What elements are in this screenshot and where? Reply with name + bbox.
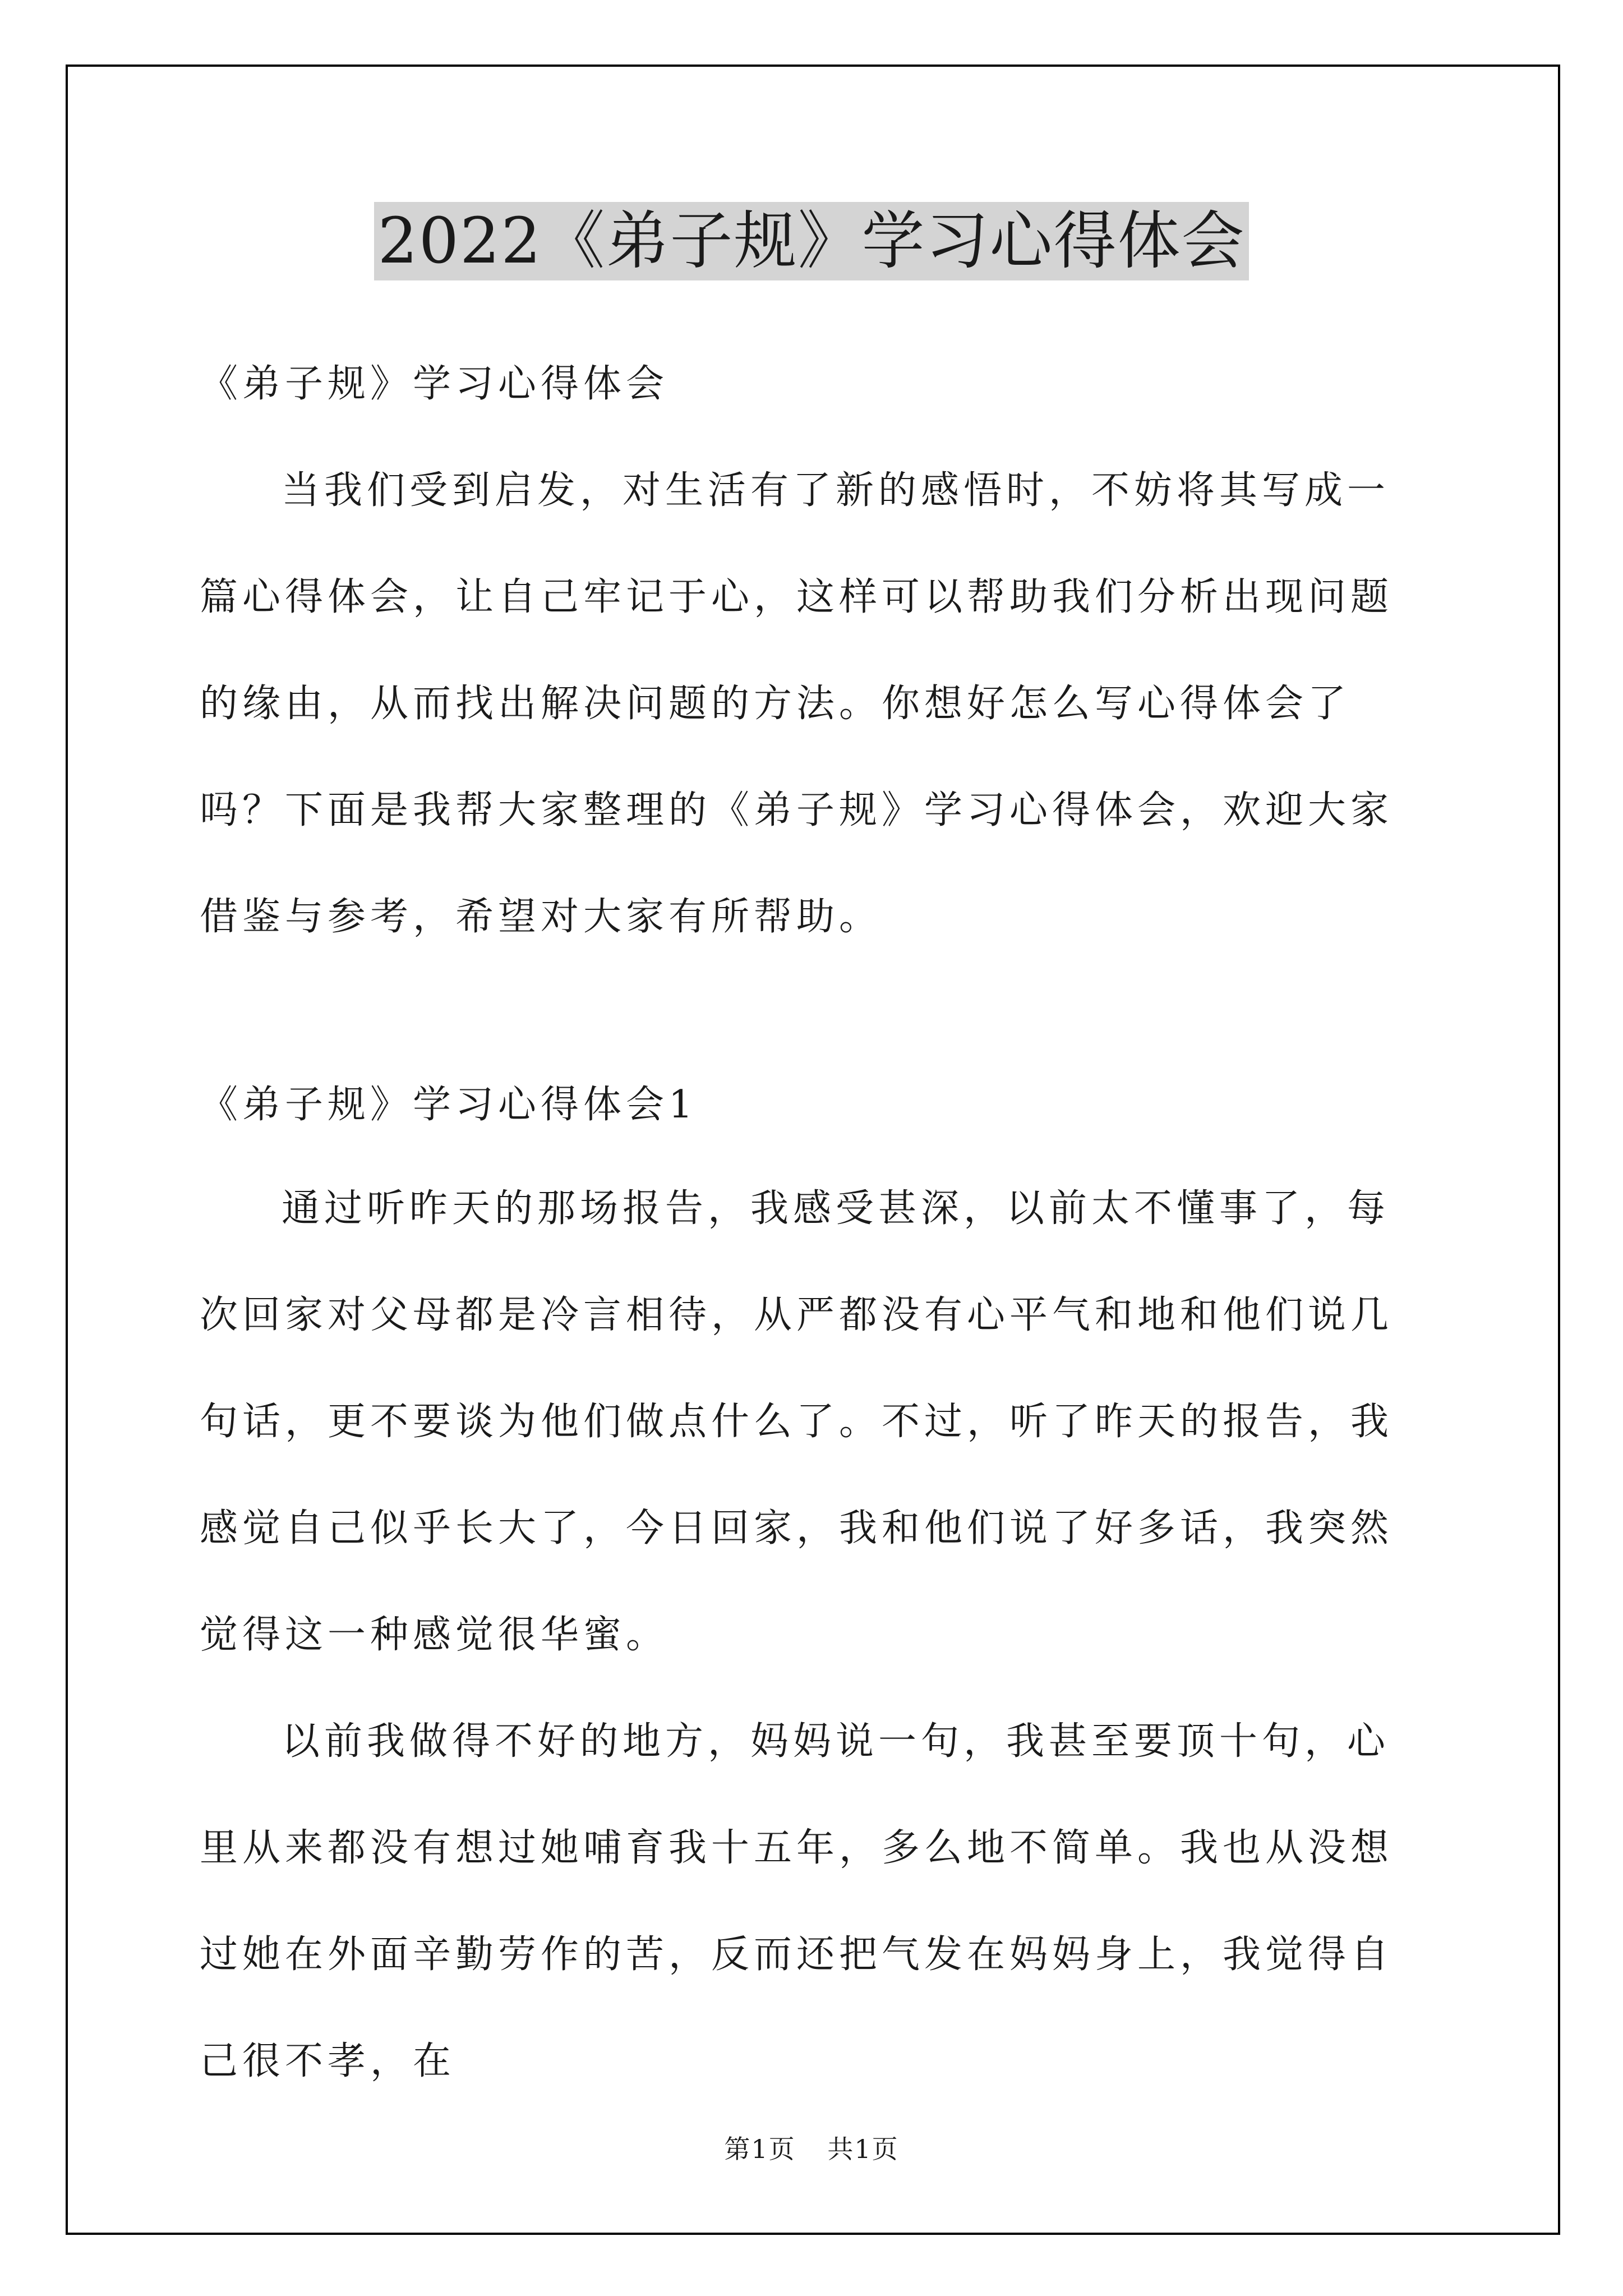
section-heading: 《弟子规》学习心得体会1 (200, 1083, 698, 1127)
document-title: 2022《弟子规》学习心得体会 (374, 202, 1248, 280)
page-total: 共1页 (827, 2134, 899, 2164)
page-number: 第1页 (724, 2134, 796, 2164)
section-paragraph-1: 通过听昨天的那场报告，我感受甚深，以前太不懂事了，每次回家对父母都是冷言相待，从严都没有心平气和地和他们说几句话，更不要谈为他们做点什么了。不过，听了昨天的报告，我感觉自己似乎长大了，今日回家，我和他们说了好多话，我突然觉得这一种感觉很华蜜。 (200, 1186, 1394, 1657)
intro-paragraph: 当我们受到启发，对生活有了新的感悟时，不妨将其写成一篇心得体会，让自己牢记于心，这样可以帮助我们分析出现问题的缘由，从而找出解决问题的方法。你想好怎么写心得体会了吗？下面是我帮大家整理的《弟子规》学习心得体会，欢迎大家借鉴与参考，希望对大家有所帮助。 (200, 468, 1394, 939)
page-footer (0, 2129, 1623, 2166)
section-paragraph-2: 以前我做得不好的地方，妈妈说一句，我甚至要顶十句，心里从来都没有想过她哺育我十五年，多么地不简单。我也从没想过她在外面辛勤劳作的苦，反而还把气发在妈妈身上，我觉得自己很不孝，在 (200, 1719, 1394, 2083)
document-subheading: 《弟子规》学习心得体会 (200, 362, 669, 406)
title-container (0, 202, 1623, 280)
